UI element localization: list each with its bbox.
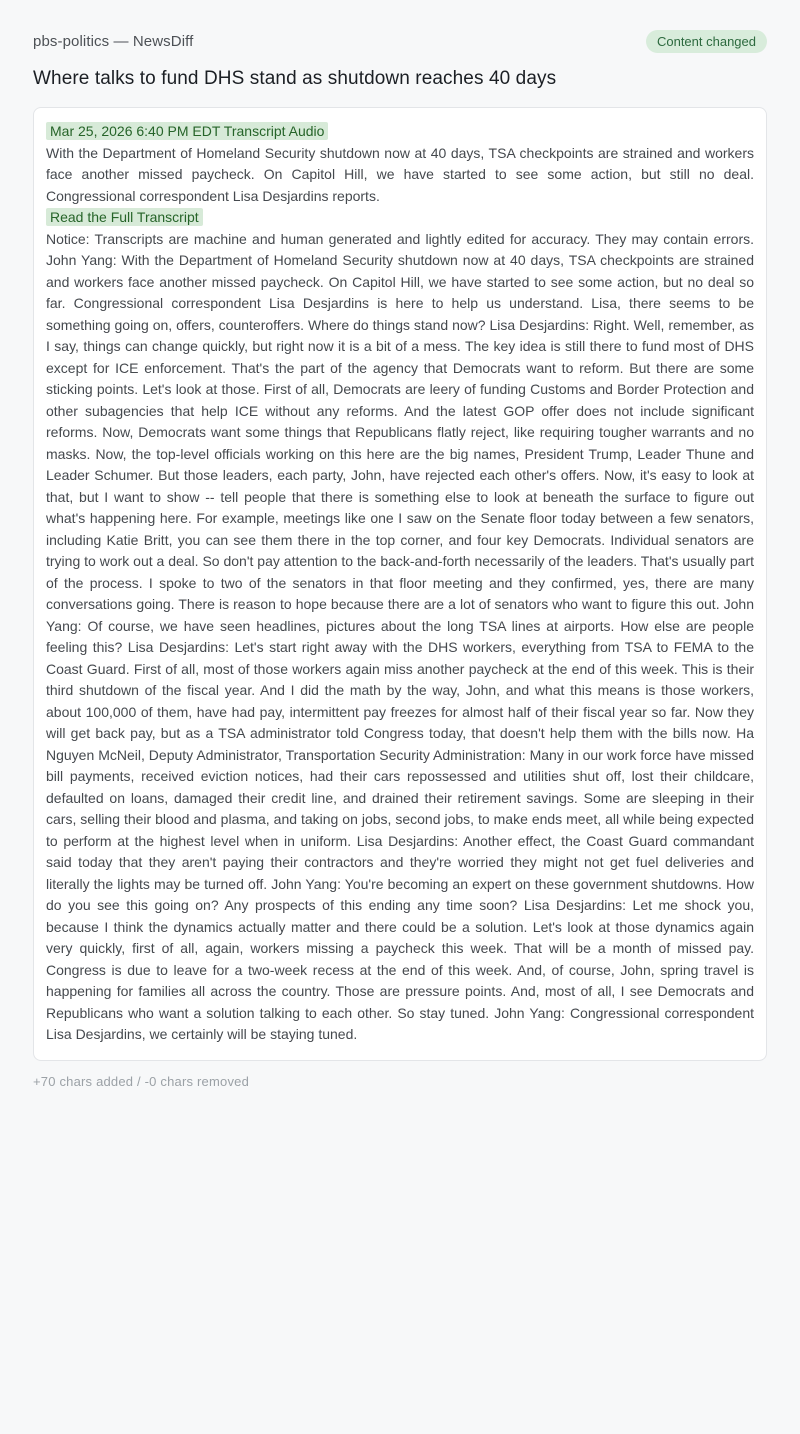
- intro-paragraph: With the Department of Homeland Security shutdown now at 40 days, TSA checkpoints are strained and workers face another missed paycheck. On Capitol Hill, we have started to see some action, but still no deal. Congressional correspondent Lisa Desjardins reports.: [46, 144, 754, 204]
- added-date-highlight: Mar 25, 2026 6:40 PM EDT Transcript Audio: [46, 122, 328, 140]
- diff-stats: +70 chars added / -0 chars removed: [33, 1073, 249, 1089]
- content-changed-badge: Content changed: [646, 30, 767, 53]
- added-date-line: [46, 121, 754, 143]
- page-title: Where talks to fund DHS stand as shutdown reaches 40 days: [33, 68, 557, 89]
- page-header: [33, 30, 767, 53]
- diff-card: [33, 107, 767, 1061]
- added-transcript-highlight: Read the Full Transcript: [46, 208, 203, 226]
- transcript-paragraph: Notice: Transcripts are machine and human generated and lightly edited for accuracy. They may contain errors. John Yang: With the Department of Homeland Security shutdown now at 40 days, TSA checkpoints are strained and workers face another missed paycheck. On Capitol Hill, we have started to see some action, but no deal so far. Congressional correspondent Lisa Desjardins is here to help us understand. Lisa, there seems to be something going on, offers, counteroffers. Where do things stand now? Lisa Desjardins: Right. Well, remember, as I say, things can change quickly, but right now it is a bit of a mess. The key idea is still there to fund most of DHS except for ICE enforcement. That's the part of the agency that Democrats want to reform. But there are some sticking points. Let's look at those. First of all, Democrats are leery of funding Customs and Border Protection and other subagencies that help ICE without any reforms. And the latest GOP offer does not include significant reforms. Now, Democrats want some things that Republicans flatly reject, like requiring tougher warrants and no masks. Now, the top-level officials working on this here are the big names, President Trump, Leader Thune and Leader Schumer. But those leaders, each party, John, have rejected each other's offers. Now, it's easy to look at that, but I want to show -- tell people that there is something else to look at beneath the surface to figure out what's happening here. For example, meetings like one I saw on the Senate floor today between a few senators, including Katie Britt, you can see them there in the top corner, and four key Democrats. Individual senators are trying to work out a deal. So don't pay attention to the back-and-forth necessarily of the leaders. That's usually part of the process. I spoke to two of the senators in that floor meeting and they confirmed, yes, there are many conversations going. There is reason to hope because there are a lot of senators who want to figure this out. John Yang: Of course, we have seen headlines, pictures about the long TSA lines at airports. How else are people feeling this? Lisa Desjardins: Let's start right away with the DHS workers, everything from TSA to FEMA to the Coast Guard. First of all, most of those workers again miss another paycheck at the end of this week. This is their third shutdown of the fiscal year. And I did the math by the way, John, and what this means is those workers, about 100,000 of them, have had pay, intermittent pay freezes for almost half of their fiscal year so far. Now they will get back pay, but as a TSA administrator told Congress today, that doesn't help them with the bills now. Ha Nguyen McNeil, Deputy Administrator, Transportation Security Administration: Many in our work force have missed bill payments, received eviction notices, had their cars repossessed and utilities shut off, lost their childcare, defaulted on loans, damaged their credit line, and drained their retirement savings. Some are sleeping in their cars, selling their blood and plasma, and taking on jobs, second jobs, to make ends meet, all while being expected to perform at the highest level when in uniform. Lisa Desjardins: Another effect, the Coast Guard commandant said today that they aren't paying their contractors and they're worried they might not get fuel deliveries and literally the lights may be turned off. John Yang: You're becoming an expert on these government shutdowns. How do you see this going on? Any prospects of this ending any time soon? Lisa Desjardins: Let me shock you, because I think the dynamics actually matter and there could be a solution. Let's look at those dynamics again very quickly, first of all, again, workers missing a paycheck this week. That will be a month of missed pay. Congress is due to leave for a two-week recess at the end of this week. And, of course, John, spring travel is happening for families all across the country. Those are pressure points. And, most of all, I see Democrats and Republicans who want a solution talking to each other. So stay tuned. John Yang: Congressional correspondent Lisa Desjardins, we certainly will be staying tuned.: [46, 230, 754, 1042]
- source-label: pbs-politics — NewsDiff: [33, 33, 194, 50]
- added-transcript-line: [46, 207, 754, 229]
